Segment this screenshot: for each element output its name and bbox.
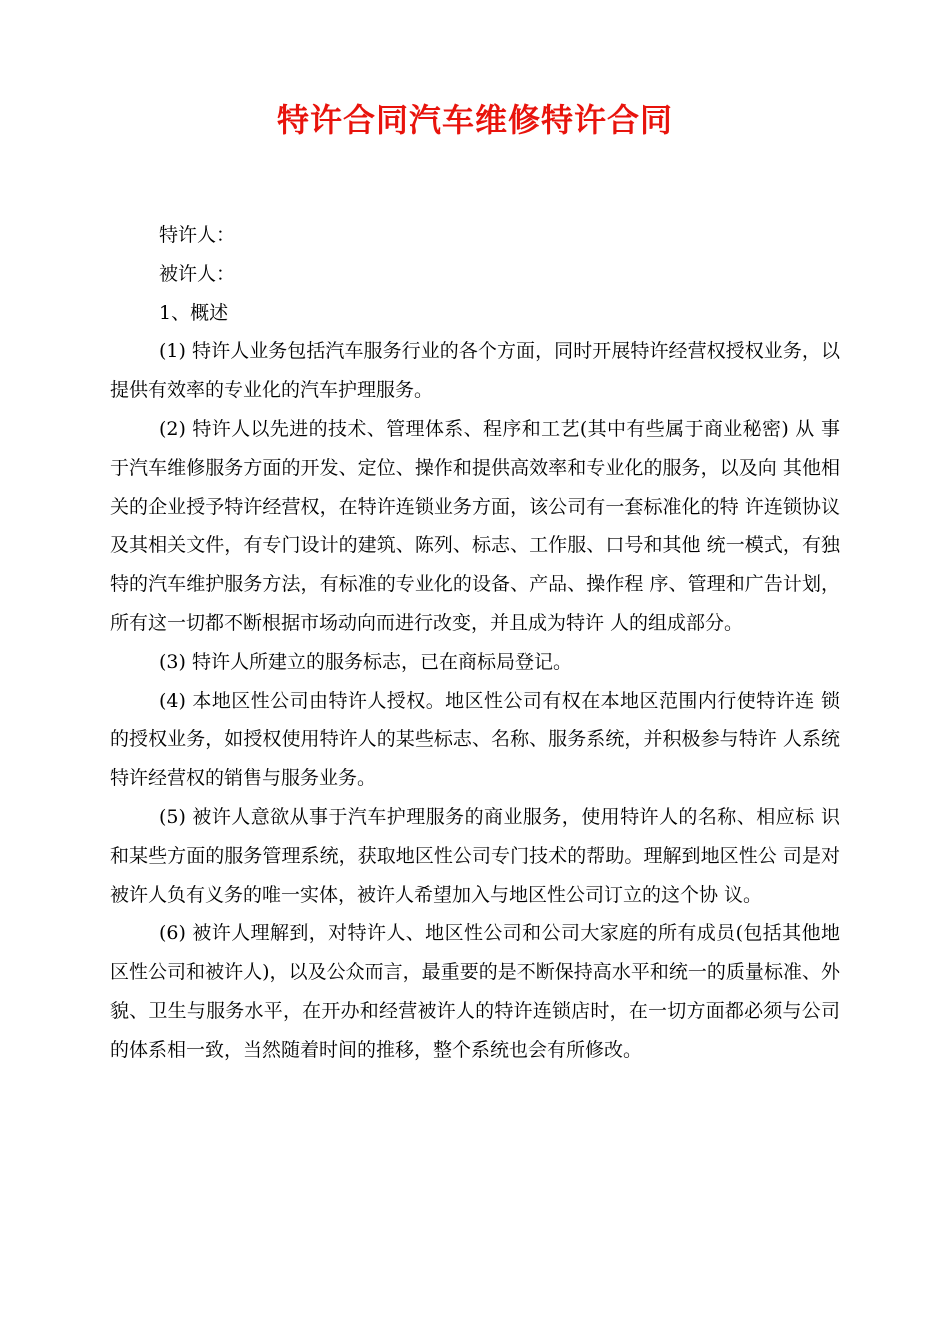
- clause-6: (6) 被许人理解到，对特许人、地区性公司和公司大家庭的所有成员(包括其他地区性公司和被许人)，以及公众而言，最重要的是不断保持高水平和统一的质量标准、外貌、卫生与服务水平，在开办和经营被许人的特许连锁店时，在一切方面都必须与公司的体系相一致，当然随着时间的推移，整个系统也会有所修改。: [110, 922, 840, 1061]
- franchisor-line: 特许人：: [159, 224, 236, 246]
- clause-4: (4) 本地区性公司由特许人授权。地区性公司有权在本地区范围内行使特许连 锁的授权业务，如授权使用特许人的某些标志、名称、服务系统，并积极参与特许 人系统特许经营权的销售与服务业务。: [110, 689, 840, 790]
- franchisee-line: 被许人：: [159, 262, 236, 285]
- section-heading-overview: 1、概述: [159, 301, 229, 324]
- document-body: [110, 216, 840, 1070]
- clause-2: (2) 特许人以先进的技术、管理体系、程序和工艺(其中有些属于商业秘密) 从 事于汽车维修服务方面的开发、定位、操作和提供高效率和专业化的服务，以及向 其他相关的企业授予特许经营权，在特许连锁业务方面，该公司有一套标准化的特 许连锁协议及其相关文件，有专门设计的建筑、陈列、标志、工作服、口号和其他 统一模式，有独特的汽车维护服务方法，有标准的专业化的设备、产品、操作程 序、管理和广告计划，所有这一切都不断根据市场动向而进行改变，并且成为特许 人的组成部分。: [110, 417, 840, 634]
- clause-5: (5) 被许人意欲从事于汽车护理服务的商业服务，使用特许人的名称、相应标 识和某些方面的服务管理系统，获取地区性公司专门技术的帮助。理解到地区性公 司是对被许人负有义务的唯一实体，被许人希望加入与地区性公司订立的这个协 议。: [110, 805, 840, 906]
- clause-3: (3) 特许人所建立的服务标志，已在商标局登记。: [159, 650, 572, 673]
- document-title: 特许合同汽车维修特许合同: [276, 101, 673, 139]
- clause-1: (1) 特许人业务包括汽车服务行业的各个方面，同时开展特许经营权授权业务，以提供有效率的专业化的汽车护理服务。: [110, 340, 840, 402]
